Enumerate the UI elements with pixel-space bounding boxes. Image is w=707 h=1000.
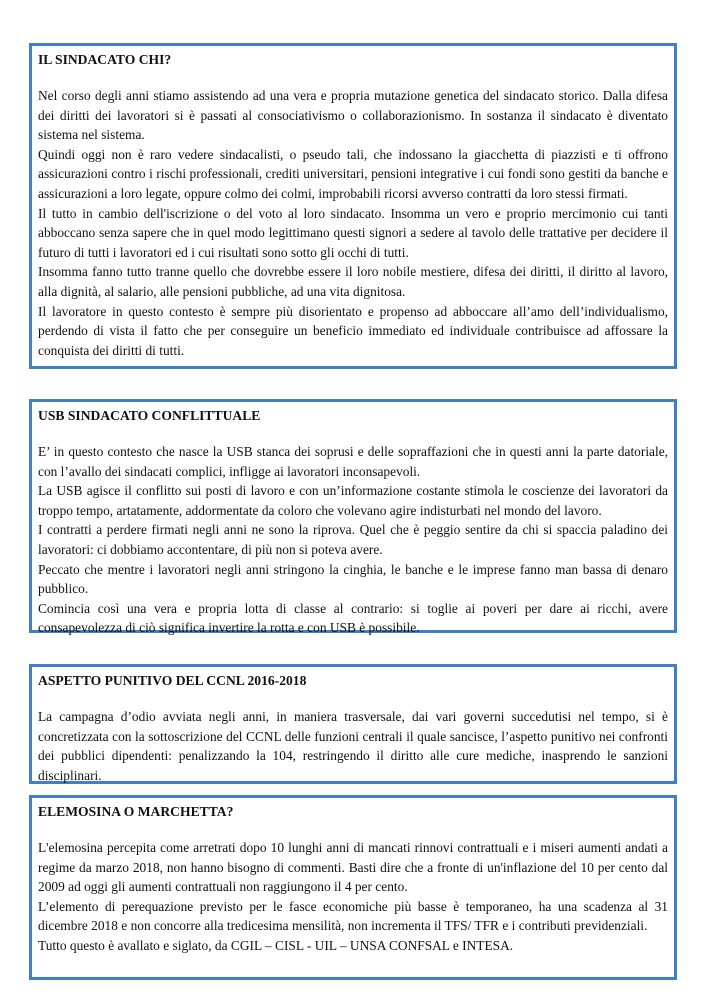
- section-il-sindacato-chi: [29, 43, 677, 369]
- section-title: USB SINDACATO CONFLITTUALE: [38, 408, 261, 423]
- section-body: [38, 707, 668, 785]
- section-title: ELEMOSINA O MARCHETTA?: [38, 804, 234, 819]
- paragraph: Quindi oggi non è raro vedere sindacalisti, o pseudo tali, che indossano la giacchetta di piazzisti e ti offrono assicurazioni contro i rischi professionali, crediti universitari, pensioni integrative i cui fondi sono gestiti da banche e assicurazioni a loro legate, oppure colmo dei colmi, improbabili ricorsi avverso contratti da loro stessi firmati.: [38, 146, 668, 201]
- paragraph: E’ in questo contesto che nasce la USB stanca dei soprusi e delle sopraffazioni che in questi anni la parte datoriale, con l’avallo dei sindacati complici, infligge ai lavoratori inconsapevoli.: [38, 444, 668, 479]
- section-title: IL SINDACATO CHI?: [38, 52, 172, 67]
- section-body: [38, 838, 668, 956]
- paragraph: La campagna d’odio avviata negli anni, in maniera trasversale, dai vari governi succedutisi nel tempo, si è concretizzata con la sottoscrizione del CCNL delle funzioni centrali il quale sancisce, l’aspetto punitivo nei confronti dei pubblici dipendenti: penalizzando la 104, restringendo il diritto alle cure mediche, inasprendo le sanzioni disciplinari.: [38, 709, 668, 783]
- section-body: [38, 442, 668, 638]
- paragraph: Peccato che mentre i lavoratori negli anni stringono la cinghia, le banche e le imprese fanno man bassa di denaro pubblico.: [38, 561, 668, 597]
- section-title: ASPETTO PUNITIVO DEL CCNL 2016-2018: [38, 673, 307, 688]
- paragraph: Insomma fanno tutto tranne quello che dovrebbe essere il loro nobile mestiere, difesa dei diritti, il diritto al lavoro, alla dignità, al salario, alle pensioni pubbliche, ad una vita dignitosa.: [38, 264, 668, 299]
- paragraph: Nel corso degli anni stiamo assistendo ad una vera e propria mutazione genetica del sindacato storico. Dalla difesa dei diritti dei lavoratori si è passati al consociativismo o collaborazionismo. In sostanza il sindacato è diventato sistema nel sistema.: [38, 88, 668, 143]
- paragraph: La USB agisce il conflitto sui posti di lavoro e con un’informazione costante stimola le coscienze dei lavoratori da troppo tempo, artatamente, addormentate da coloro che volevano agire indisturbati nel mondo del lavoro.: [38, 483, 668, 518]
- section-usb-sindacato-conflittuale: [29, 399, 677, 636]
- paragraph: Tutto questo è avallato e siglato, da CGIL – CISL - UIL – UNSA CONFSAL e INTESA.: [38, 937, 514, 953]
- paragraph: Comincia così una vera e propria lotta di classe al contrario: si toglie ai poveri per dare ai ricchi, avere consapevolezza di ciò significa invertire la rotta e con USB è possibile.: [38, 600, 668, 636]
- paragraph: Il tutto in cambio dell'iscrizione o del voto al loro sindacato. Insomma un vero e proprio mercimonio cui tanti abboccano senza sapere che in quel modo legittimano questi signori a sedere al tavolo delle trattative per decidere il futuro di tutti i lavoratori ed i cui risultati sono sotto gli occhi di tutti.: [38, 205, 668, 260]
- paragraph: L’elemento di perequazione previsto per le fasce economiche più basse è temporaneo, ha una scadenza al 31 dicembre 2018 e non concorre alla tredicesima mensilità, non incrementa il TFS/ TFR e i contributi previdenziali.: [38, 898, 668, 934]
- section-aspetto-punitivo: [29, 664, 677, 784]
- section-body: [38, 86, 668, 360]
- paragraph: I contratti a perdere firmati negli anni ne sono la riprova. Quel che è peggio sentire da chi si spaccia paladino dei lavoratori: ci dobbiamo accontentare, di più non si poteva avere.: [38, 522, 668, 557]
- section-elemosina-o-marchetta: [29, 795, 677, 980]
- paragraph: Il lavoratore in questo contesto è sempre più disorientato e propenso ad abboccare all’amo dell’individualismo, perdendo di vista il fatto che per conseguire un beneficio immediato ed individuale contribuisce ad affossare la conquista dei diritti di tutti.: [38, 303, 668, 358]
- paragraph: L'elemosina percepita come arretrati dopo 10 lunghi anni di mancati rinnovi contrattuali e i miseri aumenti andati a regime da marzo 2018, non hanno bisogno di commenti. Basti dire che a fronte di un'inflazione del 10 per cento dal 2009 ad oggi gli aumenti contrattuali non raggiungono il 4 per cento.: [38, 840, 668, 895]
